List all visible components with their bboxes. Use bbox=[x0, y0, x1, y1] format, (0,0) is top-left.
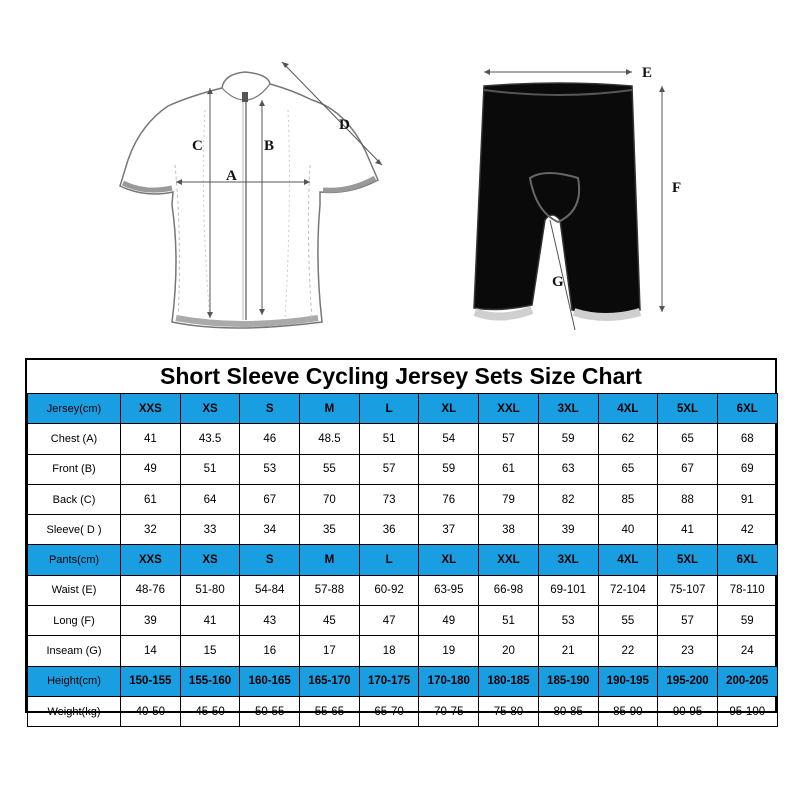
size-header-cell: 180-185 bbox=[479, 666, 539, 696]
table-cell: 14 bbox=[121, 636, 181, 666]
table-cell: 41 bbox=[121, 424, 181, 454]
table-cell: 40 bbox=[598, 515, 658, 545]
table-cell: 43 bbox=[240, 606, 300, 636]
table-cell: 65 bbox=[598, 454, 658, 484]
shorts-drawing bbox=[474, 65, 681, 330]
size-header-cell: L bbox=[359, 394, 419, 424]
table-cell: 60-92 bbox=[359, 575, 419, 605]
table-cell: 65 bbox=[658, 424, 718, 454]
table-cell: 51-80 bbox=[180, 575, 240, 605]
table-cell: 46 bbox=[240, 424, 300, 454]
table-cell: 88 bbox=[658, 484, 718, 514]
table-cell: 47 bbox=[359, 606, 419, 636]
size-header-cell: 195-200 bbox=[658, 666, 718, 696]
table-cell: 67 bbox=[240, 484, 300, 514]
size-header-cell: 150-155 bbox=[121, 666, 181, 696]
size-header-cell: 4XL bbox=[598, 394, 658, 424]
table-cell: 66-98 bbox=[479, 575, 539, 605]
size-table bbox=[27, 393, 778, 727]
size-header-cell: XL bbox=[419, 394, 479, 424]
table-cell: 48-76 bbox=[121, 575, 181, 605]
table-cell: 23 bbox=[658, 636, 718, 666]
table-cell: 63 bbox=[538, 454, 598, 484]
table-cell: 69 bbox=[717, 454, 777, 484]
size-header-cell: XXS bbox=[121, 394, 181, 424]
size-header-cell: 5XL bbox=[658, 545, 718, 575]
table-cell: 21 bbox=[538, 636, 598, 666]
table-cell: 85-90 bbox=[598, 696, 658, 726]
garment-illustrations bbox=[0, 0, 800, 345]
table-cell: 17 bbox=[300, 636, 360, 666]
table-header-row bbox=[28, 394, 778, 424]
table-cell: 53 bbox=[538, 606, 598, 636]
pants-label-e: E bbox=[642, 65, 653, 81]
table-cell: 59 bbox=[717, 606, 777, 636]
table-cell: 18 bbox=[359, 636, 419, 666]
size-header-cell: 190-195 bbox=[598, 666, 658, 696]
table-cell: 45-50 bbox=[180, 696, 240, 726]
row-label-cell: Back (C) bbox=[28, 484, 121, 514]
table-cell: 57 bbox=[658, 606, 718, 636]
size-header-cell: M bbox=[300, 394, 360, 424]
row-label-cell: Sleeve( D ) bbox=[28, 515, 121, 545]
table-cell: 76 bbox=[419, 484, 479, 514]
jersey-label-c: C bbox=[192, 138, 203, 154]
jersey-label-d: D bbox=[339, 117, 350, 133]
table-cell: 61 bbox=[121, 484, 181, 514]
table-cell: 22 bbox=[598, 636, 658, 666]
table-cell: 36 bbox=[359, 515, 419, 545]
table-cell: 72-104 bbox=[598, 575, 658, 605]
size-header-cell: 3XL bbox=[538, 394, 598, 424]
table-cell: 54 bbox=[419, 424, 479, 454]
table-cell: 41 bbox=[180, 606, 240, 636]
size-header-cell: 165-170 bbox=[300, 666, 360, 696]
size-header-cell: 170-175 bbox=[359, 666, 419, 696]
row-label-cell: Pants(cm) bbox=[28, 545, 121, 575]
table-cell: 48.5 bbox=[300, 424, 360, 454]
table-cell: 40-50 bbox=[121, 696, 181, 726]
size-chart bbox=[25, 358, 777, 718]
size-header-cell: S bbox=[240, 394, 300, 424]
table-cell: 43.5 bbox=[180, 424, 240, 454]
table-cell: 69-101 bbox=[538, 575, 598, 605]
table-cell: 49 bbox=[121, 454, 181, 484]
table-cell: 57-88 bbox=[300, 575, 360, 605]
table-cell: 42 bbox=[717, 515, 777, 545]
jersey-drawing bbox=[120, 62, 382, 328]
table-cell: 55-65 bbox=[300, 696, 360, 726]
jersey-label-b: B bbox=[264, 138, 275, 154]
table-cell: 16 bbox=[240, 636, 300, 666]
size-header-cell: XS bbox=[180, 394, 240, 424]
table-cell: 80-85 bbox=[538, 696, 598, 726]
table-row bbox=[28, 484, 778, 514]
size-header-cell: S bbox=[240, 545, 300, 575]
row-label-cell: Waist (E) bbox=[28, 575, 121, 605]
table-cell: 50-55 bbox=[240, 696, 300, 726]
size-header-cell: XXS bbox=[121, 545, 181, 575]
table-cell: 79 bbox=[479, 484, 539, 514]
table-cell: 57 bbox=[479, 424, 539, 454]
table-cell: 67 bbox=[658, 454, 718, 484]
table-cell: 95-100 bbox=[717, 696, 777, 726]
table-cell: 51 bbox=[479, 606, 539, 636]
table-cell: 54-84 bbox=[240, 575, 300, 605]
table-cell: 59 bbox=[538, 424, 598, 454]
size-header-cell: 3XL bbox=[538, 545, 598, 575]
size-header-cell: 185-190 bbox=[538, 666, 598, 696]
table-cell: 70 bbox=[300, 484, 360, 514]
table-cell: 73 bbox=[359, 484, 419, 514]
jersey-label-a: A bbox=[226, 168, 237, 184]
table-cell: 82 bbox=[538, 484, 598, 514]
table-cell: 75-107 bbox=[658, 575, 718, 605]
table-cell: 19 bbox=[419, 636, 479, 666]
row-label-cell: Inseam (G) bbox=[28, 636, 121, 666]
table-row bbox=[28, 515, 778, 545]
table-cell: 59 bbox=[419, 454, 479, 484]
table-cell: 61 bbox=[479, 454, 539, 484]
table-cell: 65-70 bbox=[359, 696, 419, 726]
table-cell: 34 bbox=[240, 515, 300, 545]
row-label-cell: Long (F) bbox=[28, 606, 121, 636]
table-cell: 63-95 bbox=[419, 575, 479, 605]
table-cell: 91 bbox=[717, 484, 777, 514]
size-header-cell: 6XL bbox=[717, 545, 777, 575]
size-header-cell: 4XL bbox=[598, 545, 658, 575]
row-label-cell: Front (B) bbox=[28, 454, 121, 484]
size-header-cell: 5XL bbox=[658, 394, 718, 424]
table-row bbox=[28, 606, 778, 636]
size-table-body bbox=[28, 394, 778, 727]
table-cell: 39 bbox=[538, 515, 598, 545]
table-cell: 37 bbox=[419, 515, 479, 545]
table-cell: 85 bbox=[598, 484, 658, 514]
table-cell: 15 bbox=[180, 636, 240, 666]
row-label-cell: Chest (A) bbox=[28, 424, 121, 454]
size-header-cell: 200-205 bbox=[717, 666, 777, 696]
table-cell: 33 bbox=[180, 515, 240, 545]
table-cell: 20 bbox=[479, 636, 539, 666]
table-cell: 57 bbox=[359, 454, 419, 484]
table-cell: 51 bbox=[180, 454, 240, 484]
chart-title: Short Sleeve Cycling Jersey Sets Size Chart bbox=[160, 363, 642, 389]
size-header-cell: 160-165 bbox=[240, 666, 300, 696]
garment-diagram bbox=[0, 0, 800, 345]
table-row bbox=[28, 424, 778, 454]
table-cell: 55 bbox=[598, 606, 658, 636]
size-header-cell: M bbox=[300, 545, 360, 575]
table-cell: 90-95 bbox=[658, 696, 718, 726]
size-header-cell: L bbox=[359, 545, 419, 575]
table-cell: 75-80 bbox=[479, 696, 539, 726]
table-header-row bbox=[28, 666, 778, 696]
size-header-cell: 170-180 bbox=[419, 666, 479, 696]
table-cell: 62 bbox=[598, 424, 658, 454]
size-header-cell: XXL bbox=[479, 394, 539, 424]
pants-label-g: G bbox=[552, 274, 564, 290]
row-label-cell: Height(cm) bbox=[28, 666, 121, 696]
table-cell: 32 bbox=[121, 515, 181, 545]
table-cell: 35 bbox=[300, 515, 360, 545]
size-header-cell: XL bbox=[419, 545, 479, 575]
table-row bbox=[28, 454, 778, 484]
table-cell: 64 bbox=[180, 484, 240, 514]
table-header-row bbox=[28, 545, 778, 575]
table-row bbox=[28, 636, 778, 666]
table-cell: 55 bbox=[300, 454, 360, 484]
size-header-cell: XS bbox=[180, 545, 240, 575]
table-cell: 24 bbox=[717, 636, 777, 666]
table-cell: 78-110 bbox=[717, 575, 777, 605]
table-cell: 70-75 bbox=[419, 696, 479, 726]
size-header-cell: 155-160 bbox=[180, 666, 240, 696]
table-cell: 49 bbox=[419, 606, 479, 636]
table-cell: 45 bbox=[300, 606, 360, 636]
table-row bbox=[28, 575, 778, 605]
size-header-cell: XXL bbox=[479, 545, 539, 575]
table-cell: 41 bbox=[658, 515, 718, 545]
row-label-cell: Jersey(cm) bbox=[28, 394, 121, 424]
table-row bbox=[28, 696, 778, 726]
row-label-cell: Weight(kg) bbox=[28, 696, 121, 726]
pants-label-f: F bbox=[672, 180, 682, 196]
table-cell: 51 bbox=[359, 424, 419, 454]
size-header-cell: 6XL bbox=[717, 394, 777, 424]
table-cell: 53 bbox=[240, 454, 300, 484]
table-cell: 68 bbox=[717, 424, 777, 454]
table-cell: 39 bbox=[121, 606, 181, 636]
table-cell: 38 bbox=[479, 515, 539, 545]
